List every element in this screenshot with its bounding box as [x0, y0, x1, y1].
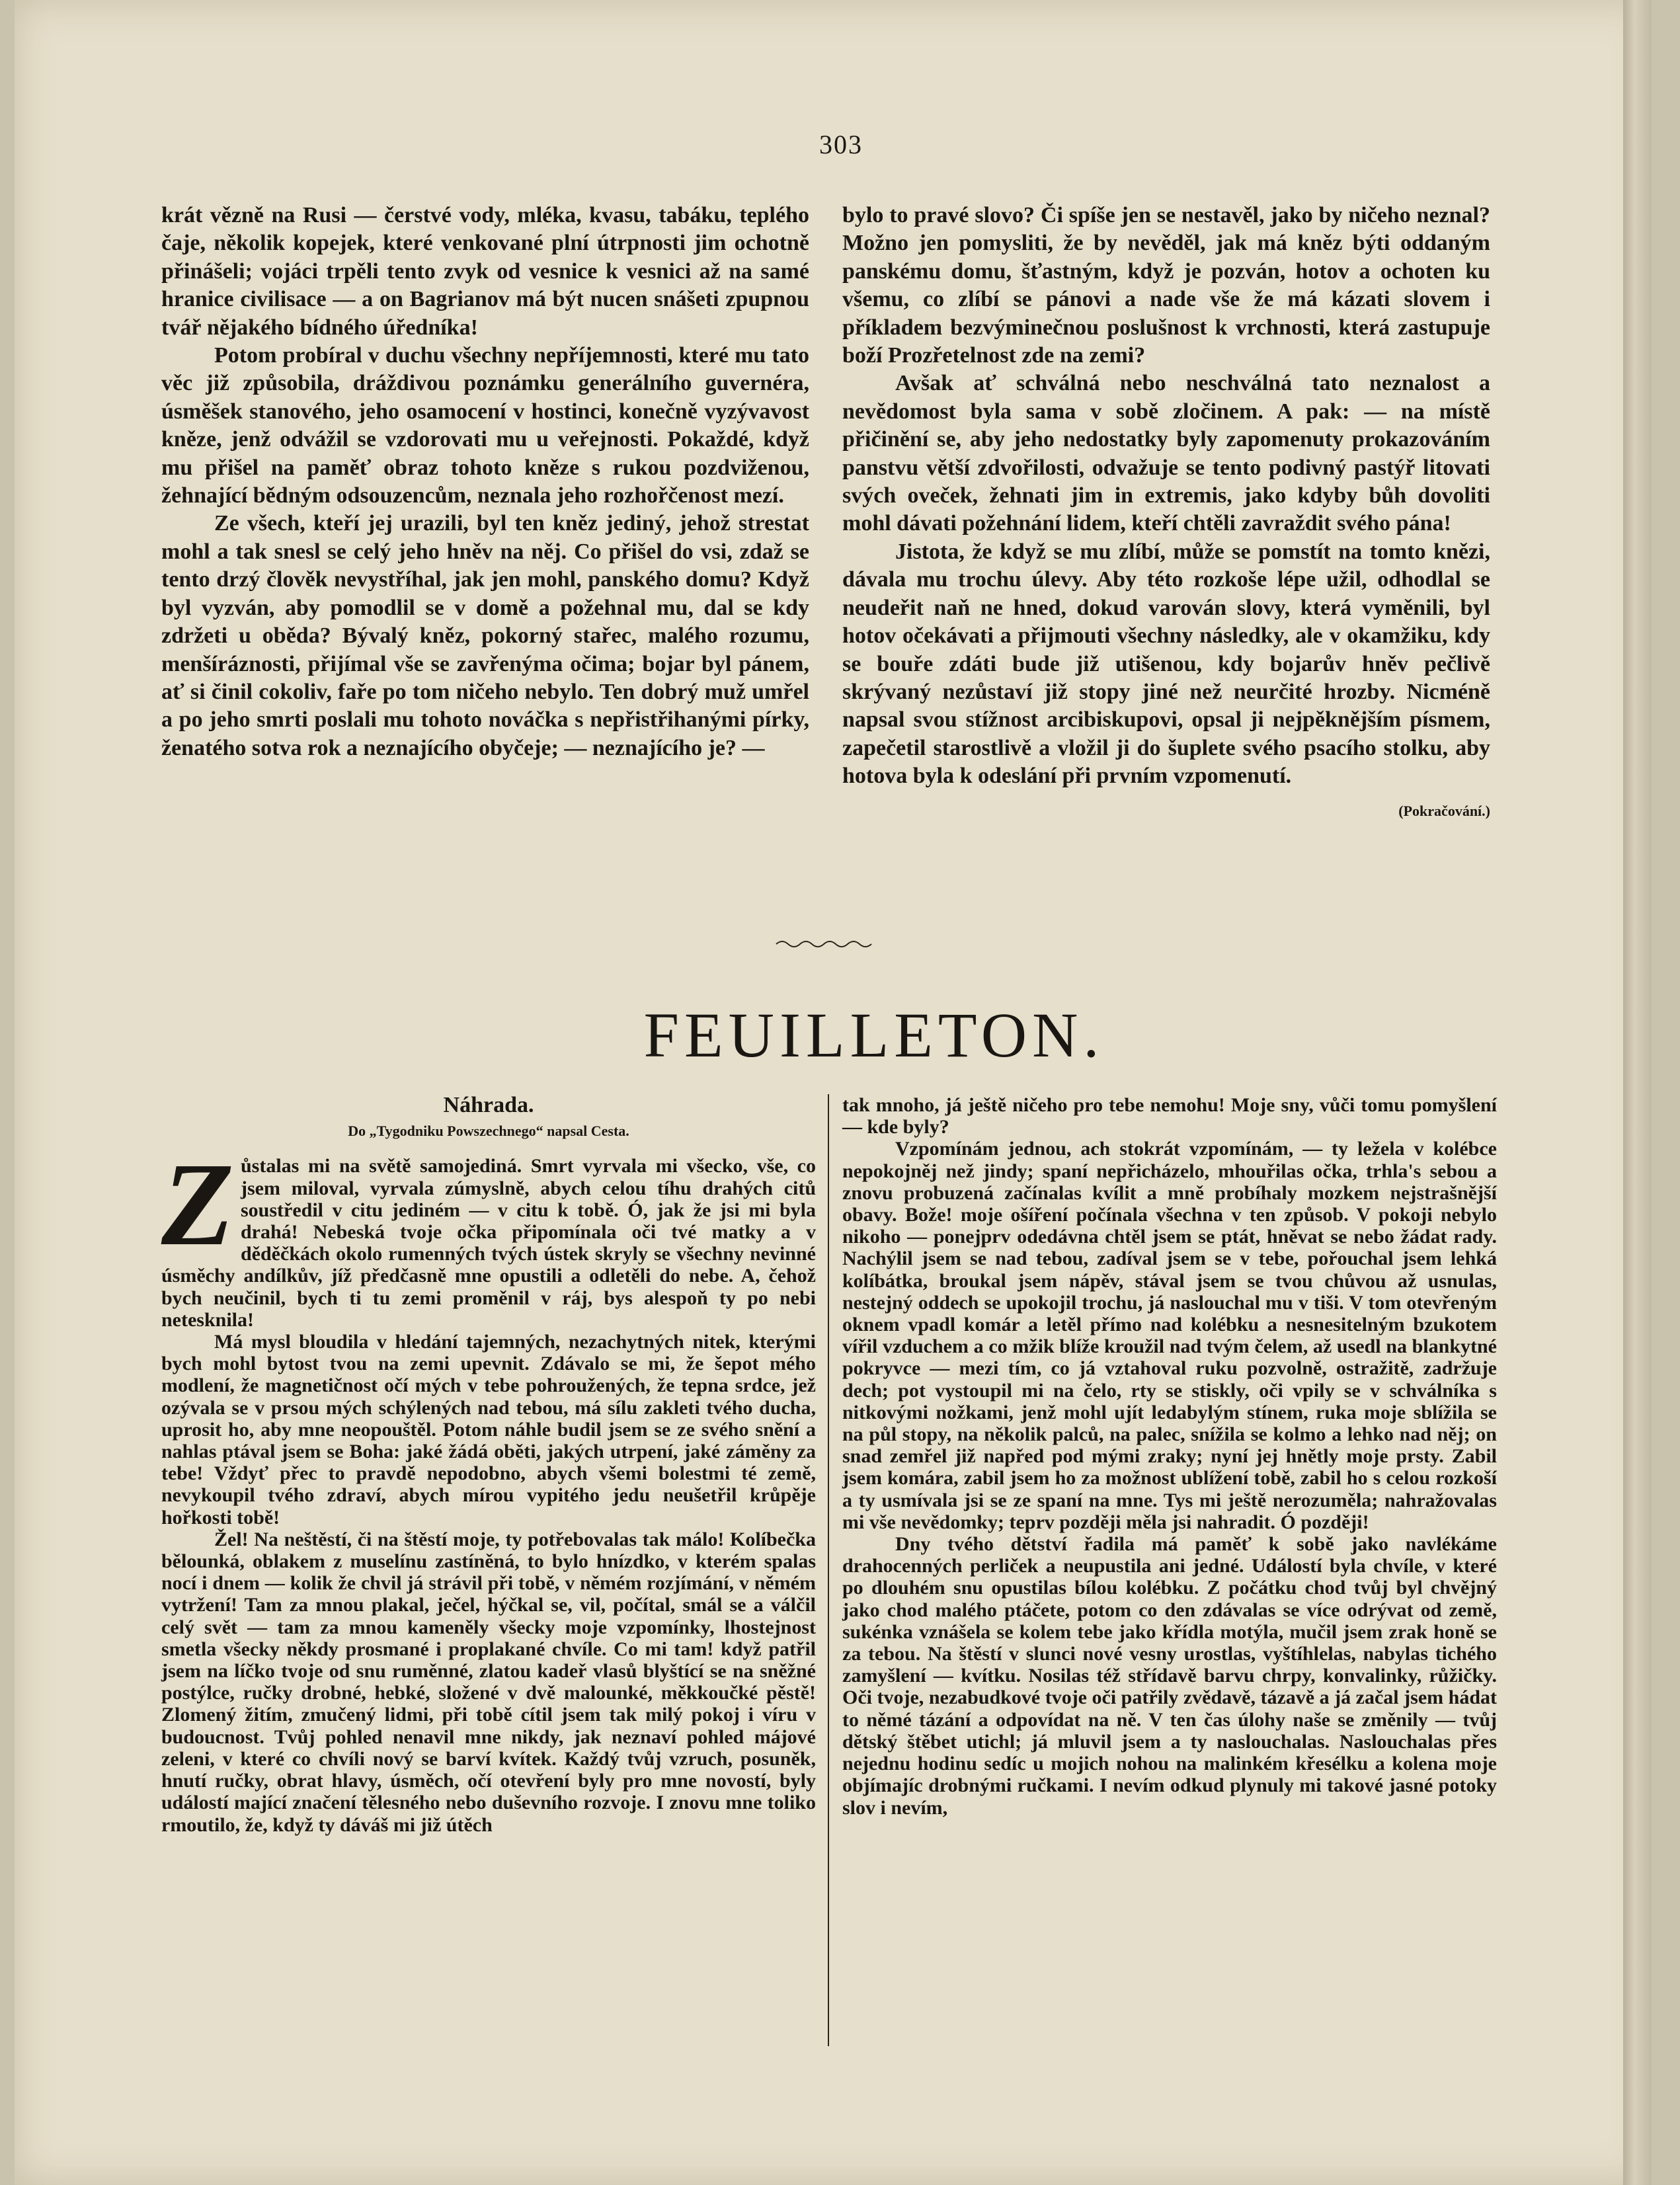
article-paragraph: bylo to pravé slovo? Či spíše jen se nestavěl, jako by ničeho neznal? Možno jen pomysliti, že by nevěděl, jak má kněz býti oddaným panskému domu, šťastným, když je pozván, hotov a ochoten ku všemu, co zlíbí se pánovi a nade vše že má kázati slovem i příkladem bezvýminečnou poslušnost k vrchnosti, která zastupuje boží Prozřetelnost zde na zemi?	[842, 203, 1490, 368]
story-paragraph: ůstalas mi na světě samojediná. Smrt vyrvala mi všecko, vše, co jsem miloval, vyrvala zúmyslně, abych celou tíhu drahých citů soustředil v citu jediném — v citu k tobě. Ó, jak že jsi mi byla drahá! Nebeská tvoje očka připomínala oči tvé matky a v děděčkách okolo rumenných tvých ústek skryly se všechny nevinné úsměchy andílkův, jíž předčasně mne opustili a odletěli do nebe. A, čehož bych neučinil, bych ti tu zemi proměnil v ráj, bys alespoň ty po nebi netesknila!	[161, 1155, 816, 1331]
story-paragraph: Žel! Na neštěstí, či na štěstí moje, ty potřebovalas tak málo! Kolíbečka bělounká, oblakem z muselínu zastíněná, to bylo hnízdko, v kterém spalas nocí i dnem — kolik že chvil já strávil při tobě, v němém rozjímání, v němém vytržení! Tam za mnou plakal, ječel, hýčkal se, vil, počítal, smál se a válčil celý svět — tam za mnou kameněly všecky moje vzpomínky, lhostejnost smetla všecky někdy prosmané i proplakané chvíle. Co mi tam! když patřil jsem na líčko tvoje od snu ruměnné, zlatou kadeř vlasů blyštící se na sněžné postýlce, ručky drobné, hebké, složené v dvě malounké, měkkoučké pěstě! Zlomený žitím, zmučený lidmi, při tobě cítil jsem tak milý pokoj i víru v budoucnost. Tvůj pohled nenavil mne nikdy, jak neznaví pohled májové zeleni, v které co chvíli nový se barví kvítek. Každý tvůj vzruch, posuněk, hnutí ručky, obrat hlavy, úsměch, očí otevření byly pro mne novostí, byly událostí mající značení tělesného nebo duševního rozvoje. I znovu mne toliko rmoutilo, že, když ty dáváš mi již útěch	[161, 1528, 816, 1836]
story-paragraph: Dny tvého dětství řadila má paměť k sobě jako navlékáme drahocenných perliček a neupustila ani jedné. Událostí byla chvíle, v které po dlouhém snu opustilas bílou kolébku. Z počátku chod tvůj byl chvějný jako chod malého ptáčete, potom co den zdávalas se více odrývat od země, sukénka vznášela se kolem tebe jako křídla motýla, mučil jsem zrak honě se za tebou. Na štěstí v slunci nové vesny urostlas, vyštíhlelas, nabylas tichého zamyšlení — kvítku. Nosilas též střídavě barvu chrpy, konvalinky, růžičky. Oči tvoje, nezabudkové tvoje oči patřily zvědavě, tázavě a já začal jsem hádat to němé tázání a odpovídat na ně. V ten čas úlohy naše se změnily — tvůj dětský štěbet utichl; já mluvil jsem a ty naslouchalas. Naslouchalas přes nejednu hodinu sedíc u mojich nohou na malinkém křesélku a kolena moje objímajíc drobnými ručkami. I nevím odkud plynuly mi takové jasné potoky slov i nevím,	[842, 1533, 1497, 1819]
article-paragraph: Jistota, že když se mu zlíbí, může se pomstít na tomto knězi, dávala mu trochu úlevy. Aby této rozkoše lépe užil, odhodlal se neudeřit naň ne hned, dokud varován slovy, která vyměnili, byl hotov očekávati a přijmouti všechny následky, ale v okamžiku, kdy se bouře zdáti bude již utišenou, kdy bojarův hněv pečlivě skrývaný nezůstaví již stopy jiné než neurčité hrozby. Nicméně napsal svou stížnost arcibiskupovi, opsal ji nejpěknějším písmem, zapečetil starostlivě a vložil ji do šuplete svého psacího stolku, aby hotova byla k odeslání při prvním vzpomenutí.	[842, 539, 1490, 789]
section-title: FEUILLETON.	[643, 1000, 1105, 1070]
story-paragraph: Má mysl bloudila v hledání tajemných, nezachytných nitek, kterými bych mohl bytost tvou na zemi upevnit. Zdávalo se mi, že šepot mého modlení, že magnetičnost očí mých v tebe pohroužených, že tepna srdce, jež ozývala se v prsou mých schýlených nad tebou, má sílu zakleti tvého ducha, uprosit ho, aby mne neopouštěl. Potom náhle budil jsem se ze svého snění a nahlas ptával jsem se Boha: jaké žádá oběti, jakých utrpení, jaké záměny za tebe! Vždyť přec to pravdě nepodobno, abych všemi bolestmi té země, nevykoupil tvého zdraví, abych mírou vypitého jedu neušetřil krůpěje hořkosti tobě!	[161, 1331, 816, 1529]
article-column-right	[842, 202, 1490, 825]
feuilleton-column-left	[161, 1094, 816, 1836]
story-title: Náhrada.	[443, 1093, 534, 1117]
column-rule	[828, 1094, 829, 2046]
page-edge	[1623, 0, 1652, 2185]
article-paragraph: Avšak ať schválná nebo neschválná tato neznalost a nevědomost byla sama v sobě zločinem. A pak: — na místě přičinění se, aby jeho nedostatky byly zapomenuty prokazováním panstvu větší zdvořilosti, odvažuje se tento podivný pastýř litovati svých oveček, žehnati jim in extremis, jako kdyby bůh dovoliti mohl dávati požehnání lidem, kteří chtěli zavraždit svého pána!	[842, 371, 1490, 536]
article-column-left	[161, 202, 809, 762]
story-paragraph: tak mnoho, já ještě ničeho pro tebe nemohu! Moje sny, vůči tomu pomyšlení — kde byly?	[842, 1094, 1497, 1138]
drop-cap: Z	[161, 1138, 234, 1271]
section-divider-ornament	[775, 937, 874, 951]
feuilleton-column-right	[842, 1094, 1497, 1819]
article-paragraph: Ze všech, kteří jej urazili, byl ten kněz jediný, jehož strestat mohl a tak snesl se celý jeho hněv na něj. Co přišel do vsi, zdaž se tento drzý člověk nevystříhal, jak jen mohl, panského domu? Když byl vyzván, aby pomodlil se v domě a požehnal mu, dal se kdy zdržeti u oběda? Bývalý kněz, pokorný stařec, malého rozumu, menšíráznosti, přijímal vše se zavřenýma očima; bojar byl pánem, ať si činil cokoliv, faře po tom ničeho nebylo. Ten dobrý muž umřel a po jeho smrti poslali mu tohoto nováčka s nepřistřihanými pírky, ženatého sotva rok a neznajícího obyčeje; — neznajícího je? —	[161, 511, 809, 760]
article-paragraph: Potom probíral v duchu všechny nepříjemnosti, které mu tato věc již způsobila, dráždivou poznámku generálního guvernéra, úsměšek stanového, jeho osamocení v hostinci, konečně vyzývavost kněze, jenž odvážil se vzdorovati mu u veřejnosti. Pokaždé, když mu přišel na paměť obraz tohoto kněze s rukou pozdviženou, žehnající bědným odsouzencům, neznala jeho rozhořčenost mezí.	[161, 343, 809, 508]
story-subtitle: Do „Tygodniku Powszechnego“ napsal Cesta.	[348, 1123, 629, 1140]
page-number: 303	[819, 130, 863, 159]
article-paragraph: krát vězně na Rusi — čerstvé vody, mléka, kvasu, tabáku, teplého čaje, několik kopejek, které venkované plní útrpnosti jim ochotně přinášeli; vojáci trpěli tento zvyk od vesnice k vesnici až na samé hranice civilisace — a on Bagrianov má být nucen snášeti zpupnou tvář nějakého bídného úředníka!	[161, 203, 809, 340]
newspaper-page	[15, 0, 1652, 2185]
continued-note: (Pokračování.)	[1398, 802, 1490, 819]
story-paragraph: Vzpomínám jednou, ach stokrát vzpomínám, — ty ležela v kolébce nepokojněj než jindy; spaní nepřicházelo, mhouřilas očka, trhla's sebou a znovu probuzená začínalas kvílit a mně probíhaly mozkem nejstrašnější obavy. Bože! moje ošíření počínala všechna v ten způsob. V pokoji nebylo nikoho — ponejprv odedávna chtěl jsem se ptát, hněvat se nebo žádat rady. Nachýlil jsem se nad tebou, zadíval jsem se v tebe, pořouchal jsem lehká kolíbátka, broukal jsem nápěv, stával jsem se tvou chůvou až usnulas, nestejný oddech se upokojil trochu, já naslouchal mu v tiši. V tom otevřeným oknem vpadl komár a letěl přímo nad kolébku a nesnesitelným bzukotem vířil vzduchem a co mžik blíže kroužil nad tvým čelem, až usedl na blankytné pokryvce — mezi tím, co já vztahoval ruku pozvolně, ostražitě, zadržuje dech; pot vystoupil mi na čelo, rty se stiskly, oči vpily se v schválníka s nitkovými nožkami, jenž mohl ujít ledabylým stínem, ruka moje sblížila se na půl stopy, na několik palců, na palec, snížila se kolmo a lehko nad něj; on snad zemřel již napřed pod mými zraky; nyní jej hnětly moje prsty. Zabil jsem komára, zabil jsem ho za možnost ublížení tobě, zabil ho s celou rozkoší a ty usmívala jsi se ze spaní na mne. Tys mi ještě nerozuměla; nahražovalas mi vše nevědomky; teprv později měla jsi nahradit. Ó později!	[842, 1138, 1497, 1533]
